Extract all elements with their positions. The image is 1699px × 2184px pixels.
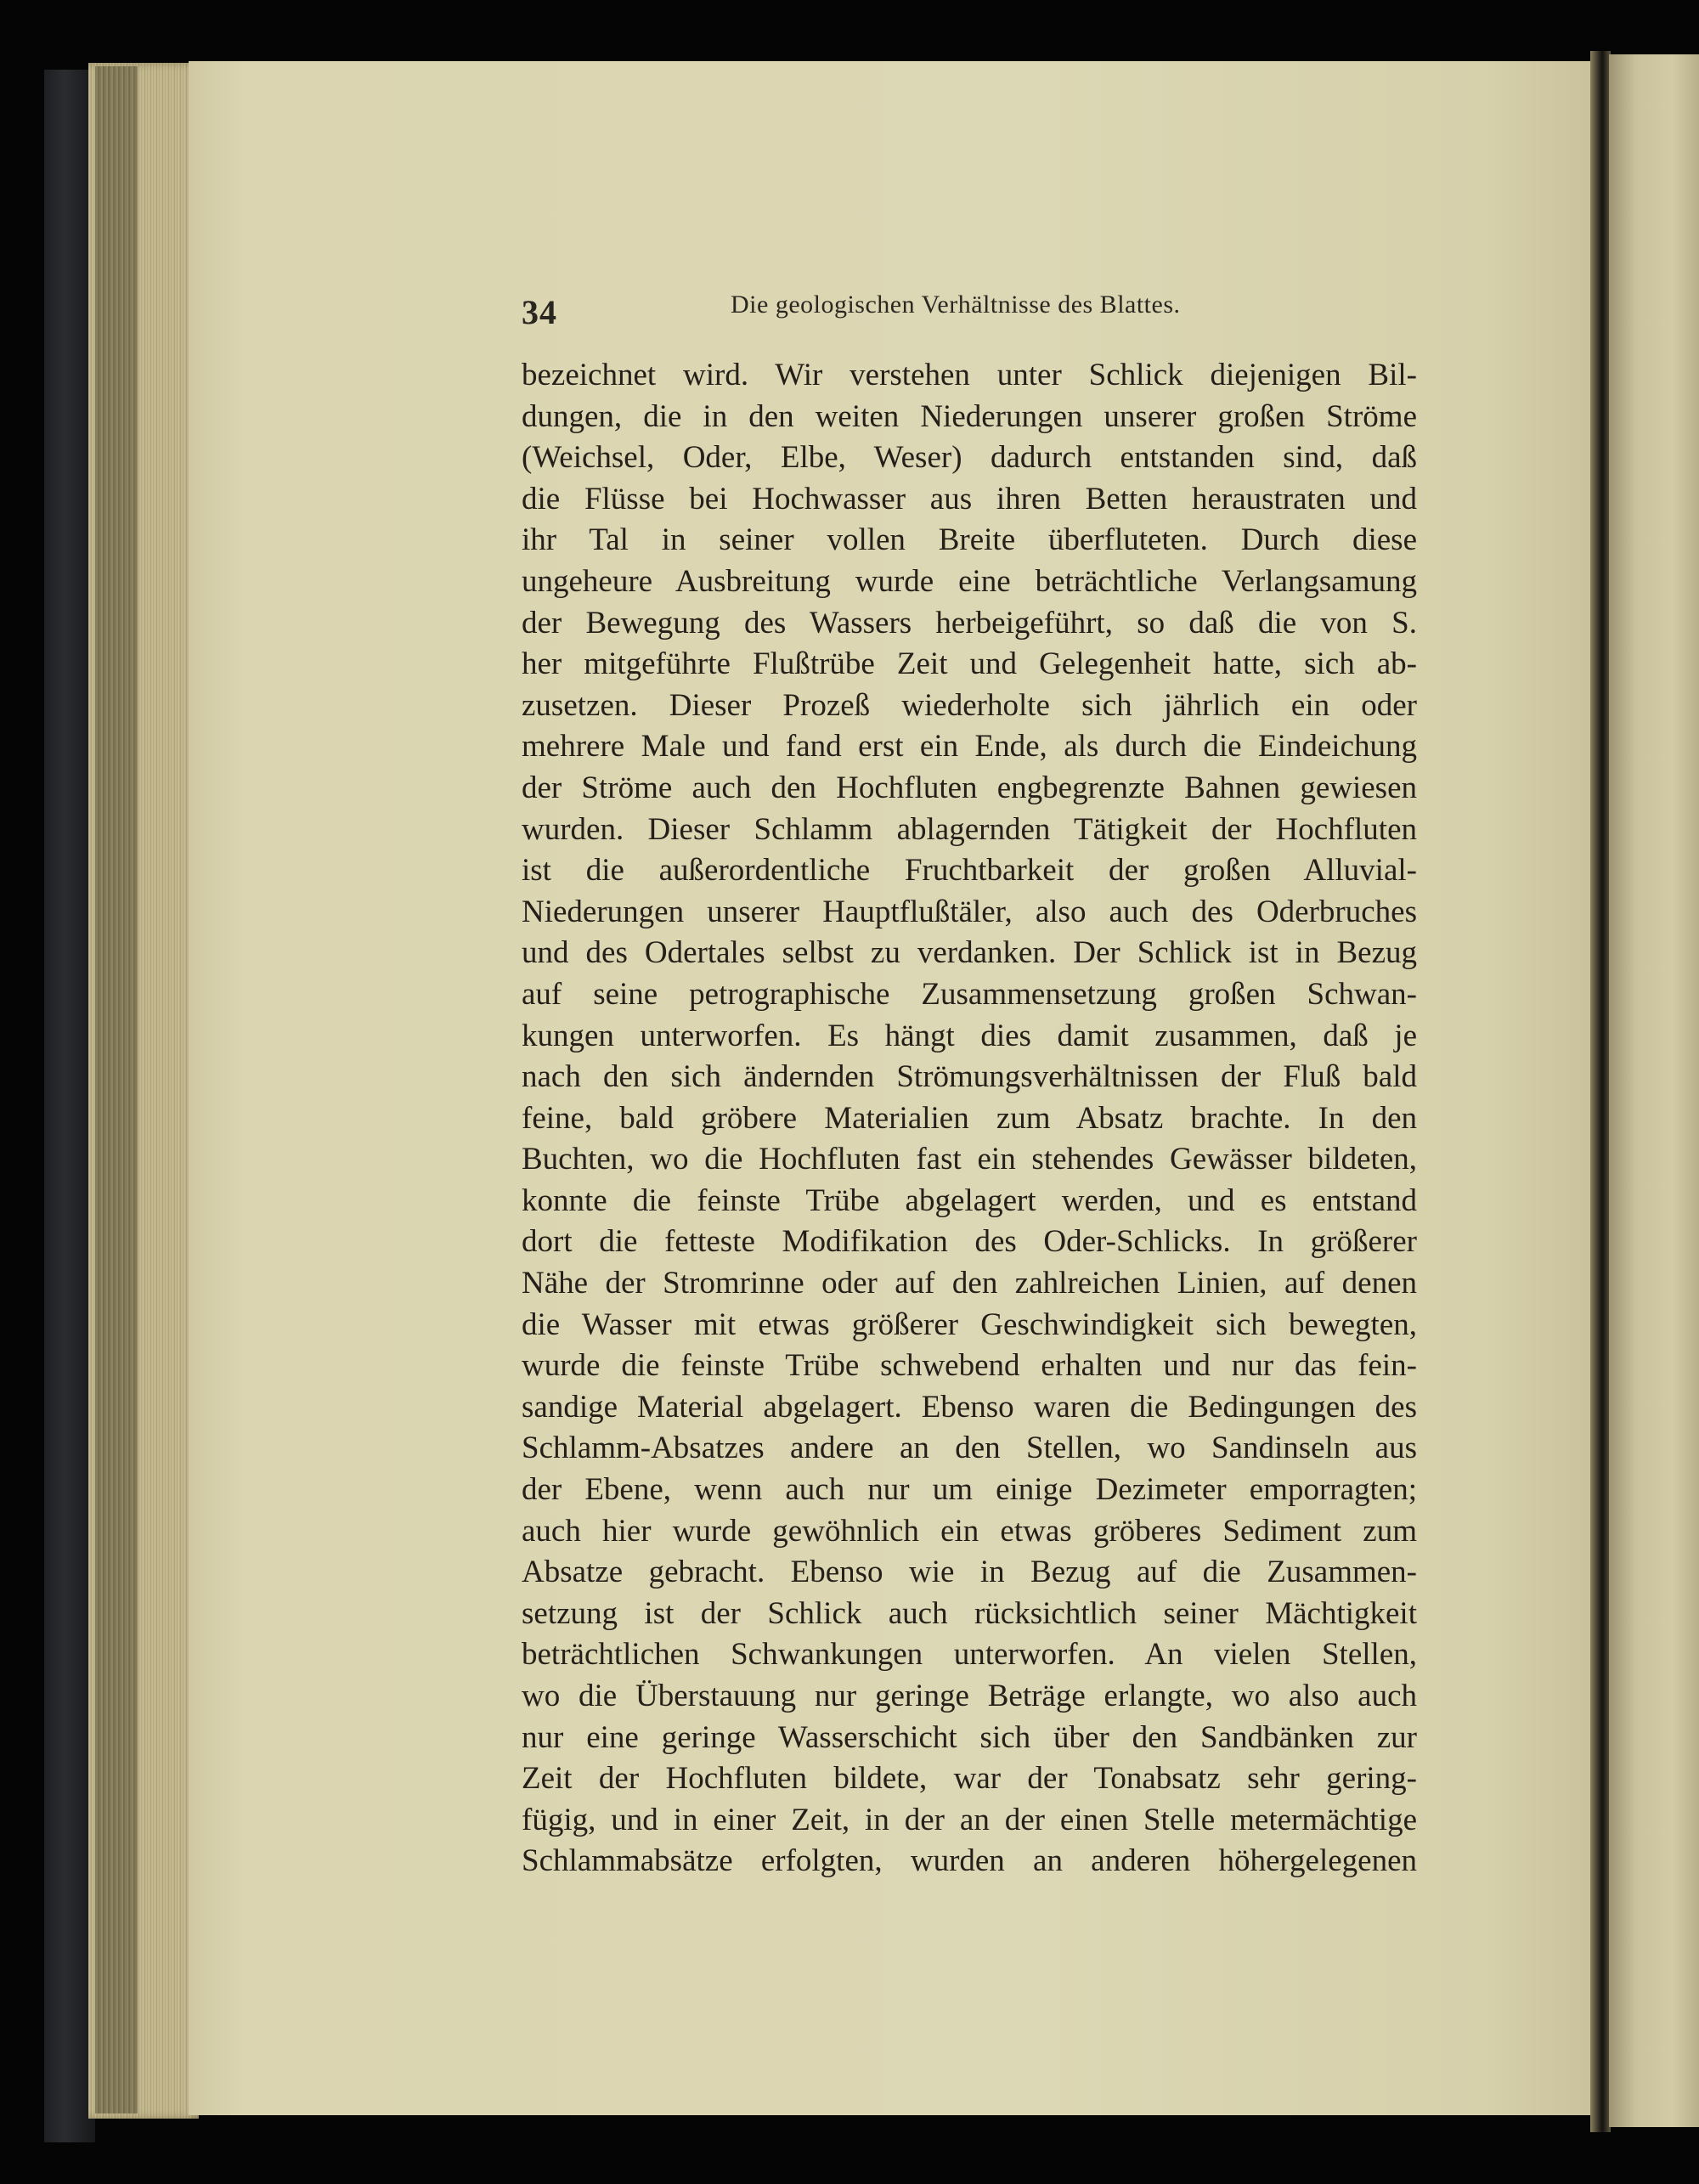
text-line: Schlammabsätze erfolgten, wurden an anderen höhergelegenen [522, 1843, 1417, 1879]
text-line: und des Odertales selbst zu verdanken. Der Schlick ist in Bezug [522, 935, 1417, 971]
text-line: Niederungen unserer Hauptflußtäler, also auch des Oderbruches [522, 894, 1417, 929]
text-line: auch hier wurde gewöhnlich ein etwas gröberes Sediment zum [522, 1513, 1417, 1549]
text-line: die Wasser mit etwas größerer Geschwindigkeit sich bewegten, [522, 1306, 1417, 1342]
running-head [522, 287, 1422, 343]
text-line: fügig, und in einer Zeit, in der an der einen Stelle metermächtige [522, 1802, 1417, 1837]
book-gutter [1590, 51, 1611, 2132]
text-line: wo die Überstauung nur geringe Beträge erlangte, wo also auch [522, 1679, 1417, 1713]
body-text [522, 355, 1417, 1882]
text-line: Absatze gebracht. Ebenso wie in Bezug auf die Zusammen- [522, 1555, 1417, 1590]
text-line: konnte die feinste Trübe abgelagert werden, und es entstand [522, 1182, 1417, 1218]
text-line: her mitgeführte Flußtrübe Zeit und Gelegenheit hatte, sich ab- [522, 646, 1417, 682]
text-line: der Ströme auch den Hochfluten engbegrenzte Bahnen gewiesen [522, 770, 1417, 805]
text-line: dungen, die in den weiten Niederungen unserer großen Ströme [522, 398, 1417, 434]
text-line: ungeheure Ausbreitung wurde eine beträchtliche Verlangsamung [522, 563, 1417, 599]
text-line: nur eine geringe Wasserschicht sich über den Sandbänken zur [522, 1719, 1417, 1755]
text-line: der Ebene, wenn auch nur um einige Dezimeter emporragten; [522, 1472, 1417, 1508]
text-line: setzung ist der Schlick auch rücksichtlich seiner Mächtigkeit [522, 1595, 1417, 1631]
text-line: nach den sich ändernden Strömungsverhältnissen der Fluß bald [522, 1059, 1417, 1095]
text-line: ihr Tal in seiner vollen Breite überfluteten. Durch diese [522, 522, 1417, 558]
text-line: sandige Material abgelagert. Ebenso waren die Bedingungen des [522, 1389, 1417, 1425]
text-line: dort die fetteste Modifikation des Oder-Schlicks. In größerer [522, 1224, 1417, 1260]
page-number: 34 [522, 293, 557, 331]
text-line: mehrere Male und fand erst ein Ende, als durch die Eindeichung [522, 729, 1417, 765]
text-line: Zeit der Hochfluten bildete, war der Tonabsatz sehr gering- [522, 1761, 1417, 1797]
text-line: kungen unterworfen. Es hängt dies damit zusammen, daß je [522, 1018, 1417, 1053]
text-line: (Weichsel, Oder, Elbe, Weser) dadurch entstanden sind, daß [522, 440, 1417, 476]
facing-page-edge [1609, 54, 1699, 2127]
text-line: Schlamm-Absatzes andere an den Stellen, wo Sandinseln aus [522, 1431, 1417, 1466]
text-line: Buchten, wo die Hochfluten fast ein stehendes Gewässer bildeten, [522, 1142, 1417, 1177]
text-line: wurde die feinste Trübe schwebend erhalten und nur das fein- [522, 1348, 1417, 1384]
text-line: Nähe der Stromrinne oder auf den zahlreichen Linien, auf denen [522, 1266, 1417, 1301]
text-line: die Flüsse bei Hochwasser aus ihren Betten heraustraten und [522, 481, 1417, 516]
text-line: auf seine petrographische Zusammensetzung großen Schwan- [522, 976, 1417, 1012]
page-edges-shadow [95, 66, 138, 2113]
book-cover [44, 70, 95, 2142]
text-line: zusetzen. Dieser Prozeß wiederholte sich jährlich ein oder [522, 687, 1417, 723]
text-line: ist die außerordentliche Fruchtbarkeit der großen Alluvial- [522, 853, 1417, 889]
text-line: der Bewegung des Wassers herbeigeführt, so daß die von S. [522, 605, 1417, 641]
text-line: feine, bald gröbere Materialien zum Absatz brachte. In den [522, 1100, 1417, 1136]
text-line: bezeichnet wird. Wir verstehen unter Schlick diejenigen Bil- [522, 358, 1417, 392]
running-head-title: Die geologischen Verhältnisse des Blattes. [731, 291, 1181, 319]
text-line: wurden. Dieser Schlamm ablagernden Tätigkeit der Hochfluten [522, 811, 1417, 847]
text-line: beträchtlichen Schwankungen unterworfen. An vielen Stellen, [522, 1637, 1417, 1673]
